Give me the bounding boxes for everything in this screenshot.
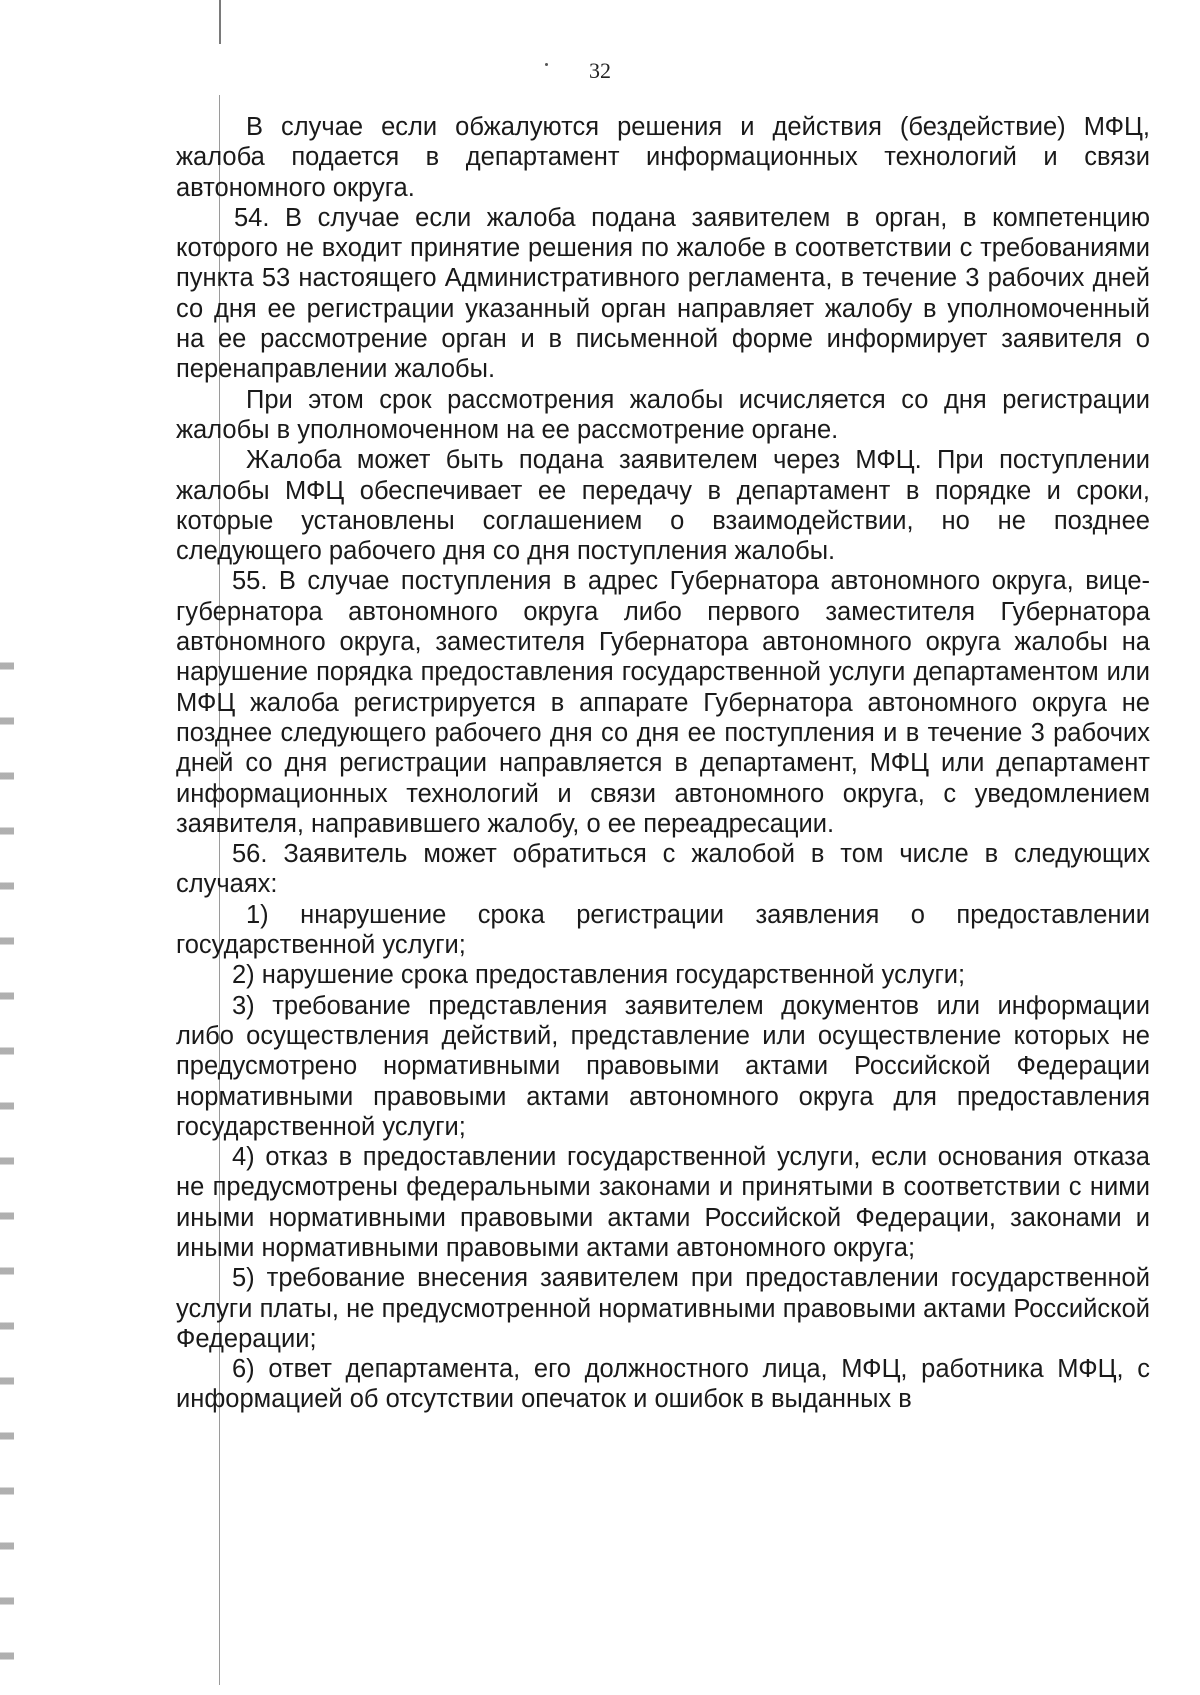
list-item-2: 2) нарушение срока предоставления государственной услуги; bbox=[232, 961, 966, 990]
paragraph-review-term: При этом срок рассмотрения жалобы исчисляется со дня регистрации жалобы в уполномоченном на ее рассмотрение органе. bbox=[176, 385, 1150, 444]
document-body bbox=[176, 112, 1150, 1415]
scan-artifact-line-top bbox=[219, 0, 221, 44]
list-item-1: 1) ннарушение срока регистрации заявления о предоставлении государственной услуги; bbox=[176, 900, 1150, 960]
paragraph-56: 56. Заявитель может обратиться с жалобой в том числе в следующих случаях: bbox=[176, 840, 1150, 899]
page-number: 32 bbox=[589, 58, 611, 83]
paragraph-54: 54. В случае если жалоба подана заявителем в орган, в компетенцию которого не входит принятие решения по жалобе в соответствии с требованиями пункта 53 настоящего Административного регламента, в течение 3 рабочих дней со дня ее регистрации указанный орган направляет жалобу в уполномоченный на ее рассмотрение орган и в письменной форме информирует заявителя о перенаправлении жалобы. bbox=[176, 203, 1150, 384]
list-item-6: 6) ответ департамента, его должностного лица, МФЦ, работника МФЦ, с информацией об отсутствии опечаток и ошибок в выданных в bbox=[176, 1355, 1150, 1414]
paragraph-mfc-submission: Жалоба может быть подана заявителем через МФЦ. При поступлении жалобы МФЦ обеспечивает ее передачу в департамент в порядке и сроки, которые установлены соглашением о взаимодействии, но не позднее следующего рабочего дня со дня поступления жалобы. bbox=[176, 446, 1150, 566]
scan-artifact-left-edge bbox=[0, 640, 14, 1695]
paragraph-mfc-complaint: В случае если обжалуются решения и действия (бездействие) МФЦ, жалоба подается в департамент информационных технологий и связи автономного округа. bbox=[176, 113, 1150, 202]
list-item-5: 5) требование внесения заявителем при предоставлении государственной услуги платы, не предусмотренной нормативными правовыми актами Российской Федерации; bbox=[176, 1264, 1150, 1353]
list-item-3: 3) требование представления заявителем документов или информации либо осуществления действий, представление или осуществление которых не предусмотрено нормативными правовыми актами Российской Федерации нормативными правовыми актами автономного округа для предоставления государственной услуги; bbox=[176, 991, 1150, 1141]
list-item-4: 4) отказ в предоставлении государственной услуги, если основания отказа не предусмотрены федеральными законами и принятыми в соответствии с ними иными нормативными правовыми актами Российской Федерации, законами и иными нормативными правовыми актами автономного округа; bbox=[176, 1143, 1150, 1262]
paragraph-55: 55. В случае поступления в адрес Губернатора автономного округа, вице-губернатора автономного округа либо первого заместителя Губернатора автономного округа, заместителя Губернатора автономного округа жалобы на нарушение порядка предоставления государственной услуги департаментом или МФЦ жалоба регистрируется в аппарате Губернатора автономного округа не позднее следующего рабочего дня со дня ее поступления и в течение 3 рабочих дней со дня регистрации направляется в департамент, МФЦ или департамент информационных технологий и связи автономного округа, с уведомлением заявителя, направившего жалобу, о ее переадресации. bbox=[176, 567, 1150, 838]
